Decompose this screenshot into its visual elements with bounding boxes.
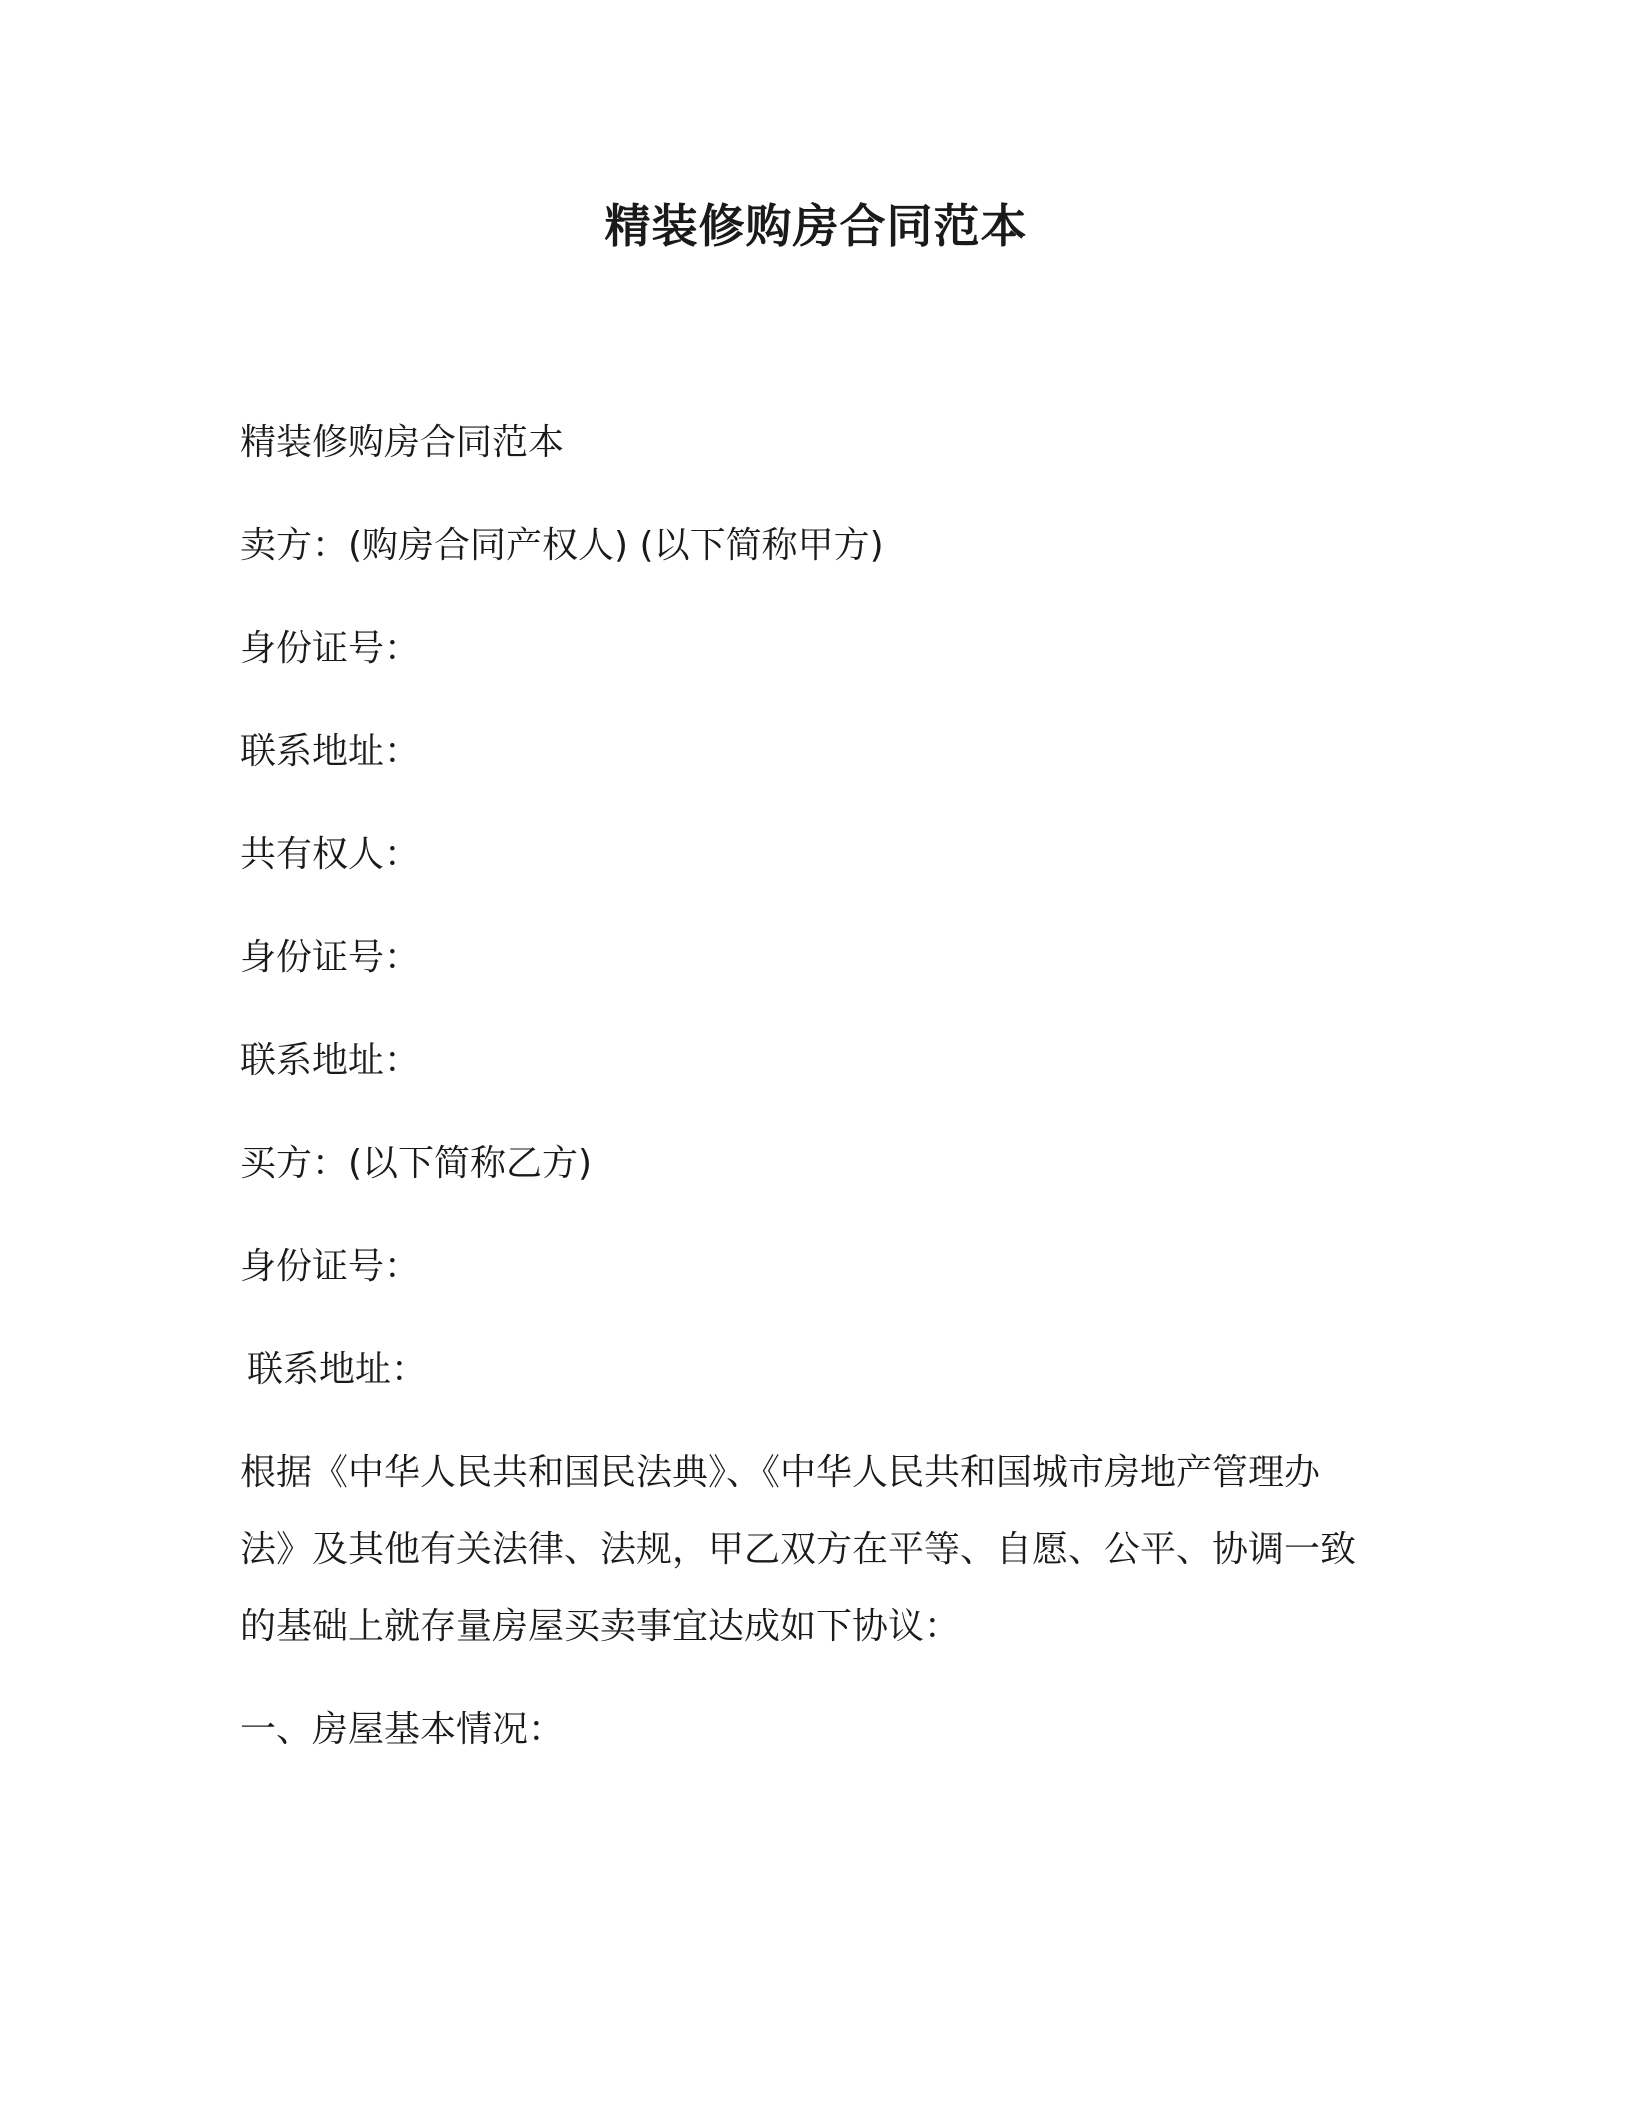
co-owner-id-label: 身份证号：: [240, 937, 421, 978]
seller-line: 卖方：(购房合同产权人) (以下简称甲方): [240, 525, 884, 566]
intro-paragraph: 根据《中华人民共和国民法典》、《中华人民共和国城市房地产管理办法》及其他有关法律、法规，甲乙双方在平等、自愿、公平、协调一致的基础上就存量房屋买卖事宜达成如下协议：: [240, 1452, 1357, 1647]
document-subtitle: 精装修购房合同范本: [240, 422, 565, 463]
co-owner-label: 共有权人：: [240, 834, 421, 875]
buyer-line: 买方：(以下简称乙方): [240, 1143, 593, 1184]
co-owner-address-label: 联系地址：: [240, 1040, 421, 1081]
buyer-address-label: 联系地址：: [247, 1349, 428, 1390]
seller-address-label: 联系地址：: [240, 731, 421, 772]
document-title: 精装修购房合同范本: [604, 199, 1028, 253]
section-1-heading: 一、房屋基本情况：: [240, 1709, 565, 1750]
seller-id-label: 身份证号：: [240, 628, 421, 669]
buyer-id-label: 身份证号：: [240, 1246, 421, 1287]
